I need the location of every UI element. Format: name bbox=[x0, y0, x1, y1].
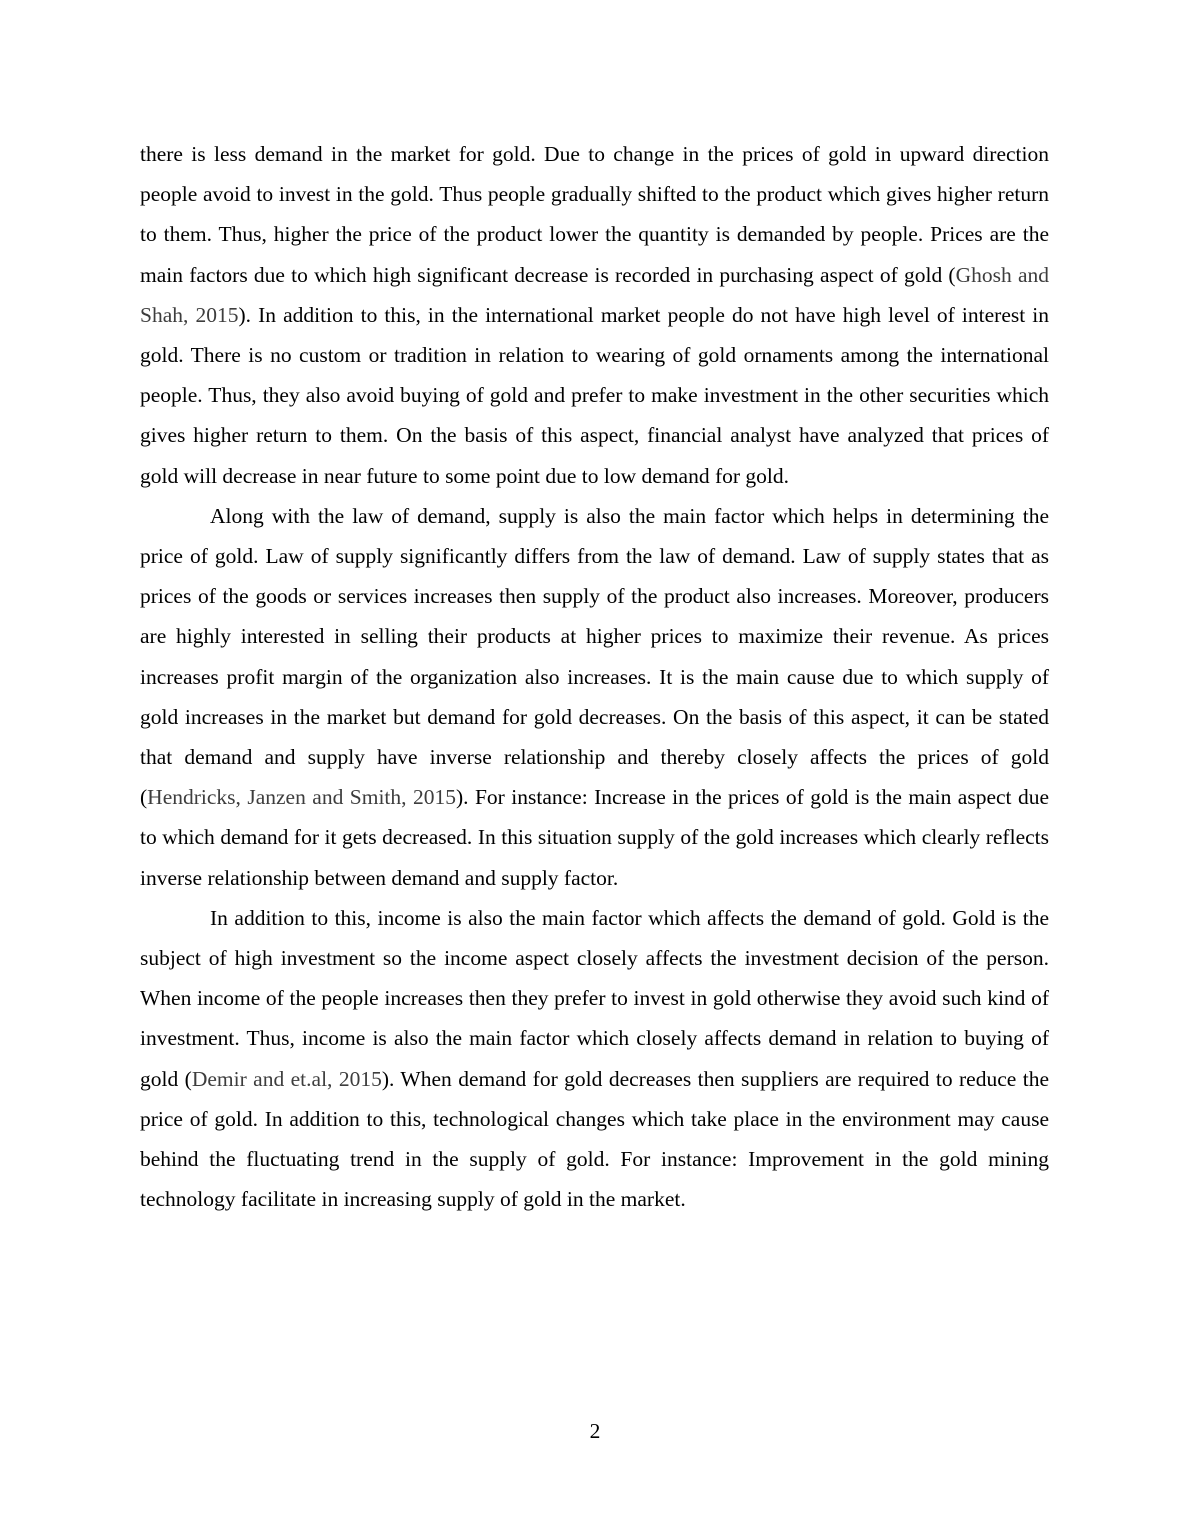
paragraph-1-text-after: ). In addition to this, in the international market people do not have high level of interest in gold. There is no custom or tradition in relation to wearing of gold ornaments among the international people. Thus, they also avoid buying of gold and prefer to make investment in the other securities which gives higher return to them. On the basis of this aspect, financial analyst have analyzed that prices of gold will decrease in near future to some point due to low demand for gold. bbox=[140, 302, 1050, 488]
paragraph-2-text-before: Along with the law of demand, supply is also the main factor which helps in determining the price of gold. Law of supply significantly differs from the law of demand. Law of supply states that as prices of the goods or services increases then supply of the product also increases. Moreover, producers are highly interested in selling their products at higher prices to maximize their revenue. As prices increases profit margin of the organization also increases. It is the main cause due to which supply of gold increases in the market but demand for gold decreases. On the basis of this aspect, it can be stated that demand and supply have inverse relationship and thereby closely affects the prices of gold ( bbox=[140, 503, 1049, 810]
citation-ghosh-shah: Ghosh and Shah, 2015 bbox=[140, 262, 1049, 327]
body-text bbox=[140, 134, 1049, 1219]
page-number: 2 bbox=[589, 1419, 601, 1443]
citation-hendricks-janzen-smith: Hendricks, Janzen and Smith, 2015 bbox=[147, 785, 456, 810]
paragraph-1-text-before: there is less demand in the market for gold. Due to change in the prices of gold in upward direction people avoid to invest in the gold. Thus people gradually shifted to the product which gives higher return to them. Thus, higher the price of the product lower the quantity is demanded by people. Prices are the main factors due to which high significant decrease is recorded in purchasing aspect of gold ( bbox=[140, 142, 1049, 287]
paragraph-2 bbox=[140, 496, 1049, 898]
citation-demir-etal: Demir and et.al, 2015 bbox=[191, 1066, 382, 1091]
paragraph-3-text-after: ). When demand for gold decreases then suppliers are required to reduce the price of gold. In addition to this, technological changes which take place in the environment may cause behind the fluctuating trend in the supply of gold. For instance: Improvement in the gold mining technology facilitate in increasing supply of gold in the market. bbox=[140, 1066, 1049, 1212]
paragraph-3-text-before: In addition to this, income is also the main factor which affects the demand of gold. Gold is the subject of high investment so the income aspect closely affects the investment decision of the person. When income of the people increases then they prefer to invest in gold otherwise they avoid such kind of investment. Thus, income is also the main factor which closely affects demand in relation to buying of gold ( bbox=[140, 905, 1049, 1091]
paragraph-1 bbox=[140, 134, 1049, 496]
paragraph-3 bbox=[140, 898, 1049, 1220]
paragraph-2-text-after: ). For instance: Increase in the prices of gold is the main aspect due to which demand for it gets decreased. In this situation supply of the gold increases which clearly reflects inverse relationship between demand and supply factor. bbox=[140, 785, 1049, 890]
